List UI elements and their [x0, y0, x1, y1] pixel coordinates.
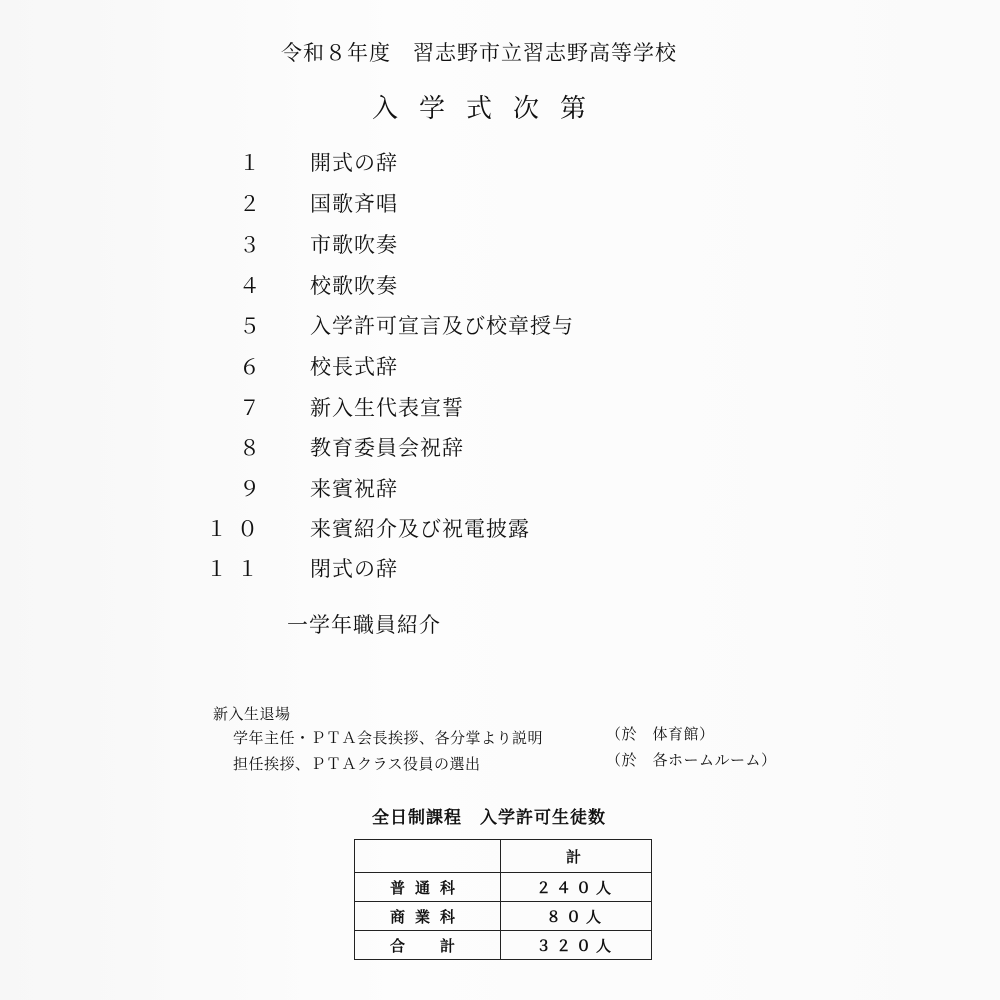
after-line-explanation-place: （於 体育館）	[606, 725, 715, 743]
staff-introduction: 一学年職員紹介	[287, 613, 441, 637]
table-header-total: 計	[501, 840, 652, 873]
after-line-homeroom: 担任挨拶、ＰＴＡクラス役員の選出	[233, 755, 481, 773]
program-item-label: 閉式の辞	[310, 557, 398, 581]
program-item-label: 入学許可宣言及び校章授与	[310, 314, 574, 338]
program-item-label: 校歌吹奏	[310, 274, 398, 298]
program-item-number: ３	[239, 233, 270, 257]
program-item-number: １０	[206, 517, 268, 541]
after-line-exit: 新入生退場	[213, 705, 291, 723]
after-line-homeroom-place: （於 各ホームルーム）	[606, 751, 777, 769]
document-header: 令和８年度 習志野市立習志野高等学校	[281, 41, 677, 65]
table-header-blank	[355, 840, 501, 873]
table-row	[355, 873, 652, 902]
table-title: 全日制課程 入学許可生徒数	[372, 808, 606, 828]
table-header-row	[355, 840, 652, 873]
page-title: 入学式次第	[372, 94, 608, 124]
program-item-number: ８	[239, 436, 270, 460]
table-row-label: 合 計	[355, 931, 501, 960]
program-item-label: 来賓紹介及び祝電披露	[310, 517, 530, 541]
program-item-label: 教育委員会祝辞	[310, 436, 464, 460]
table-row	[355, 902, 652, 931]
program-item-label: 新入生代表宣誓	[310, 396, 464, 420]
program-item-number: ４	[239, 274, 270, 298]
program-item-label: 校長式辞	[310, 355, 398, 379]
table-row-value: ８０人	[501, 902, 652, 931]
program-item-label: 開式の辞	[310, 151, 398, 175]
program-item-number: １１	[206, 557, 268, 581]
program-item-number: ５	[239, 314, 270, 338]
program-item-number: ６	[239, 355, 270, 379]
after-line-explanation: 学年主任・ＰＴＡ会長挨拶、各分掌より説明	[233, 729, 544, 747]
program-item-label: 市歌吹奏	[310, 233, 398, 257]
program-item-label: 来賓祝辞	[310, 477, 398, 501]
table-row-label: 商業科	[355, 902, 501, 931]
program-item-number: ９	[239, 477, 270, 501]
program-item-number: １	[239, 151, 270, 175]
admission-count-table	[354, 839, 652, 960]
program-item-number: ２	[239, 192, 270, 216]
table-row-label: 普通科	[355, 873, 501, 902]
table-row-value: ３２０人	[501, 931, 652, 960]
program-item-label: 国歌斉唱	[310, 192, 398, 216]
table-row	[355, 931, 652, 960]
program-item-number: ７	[239, 396, 270, 420]
table-row-value: ２４０人	[501, 873, 652, 902]
